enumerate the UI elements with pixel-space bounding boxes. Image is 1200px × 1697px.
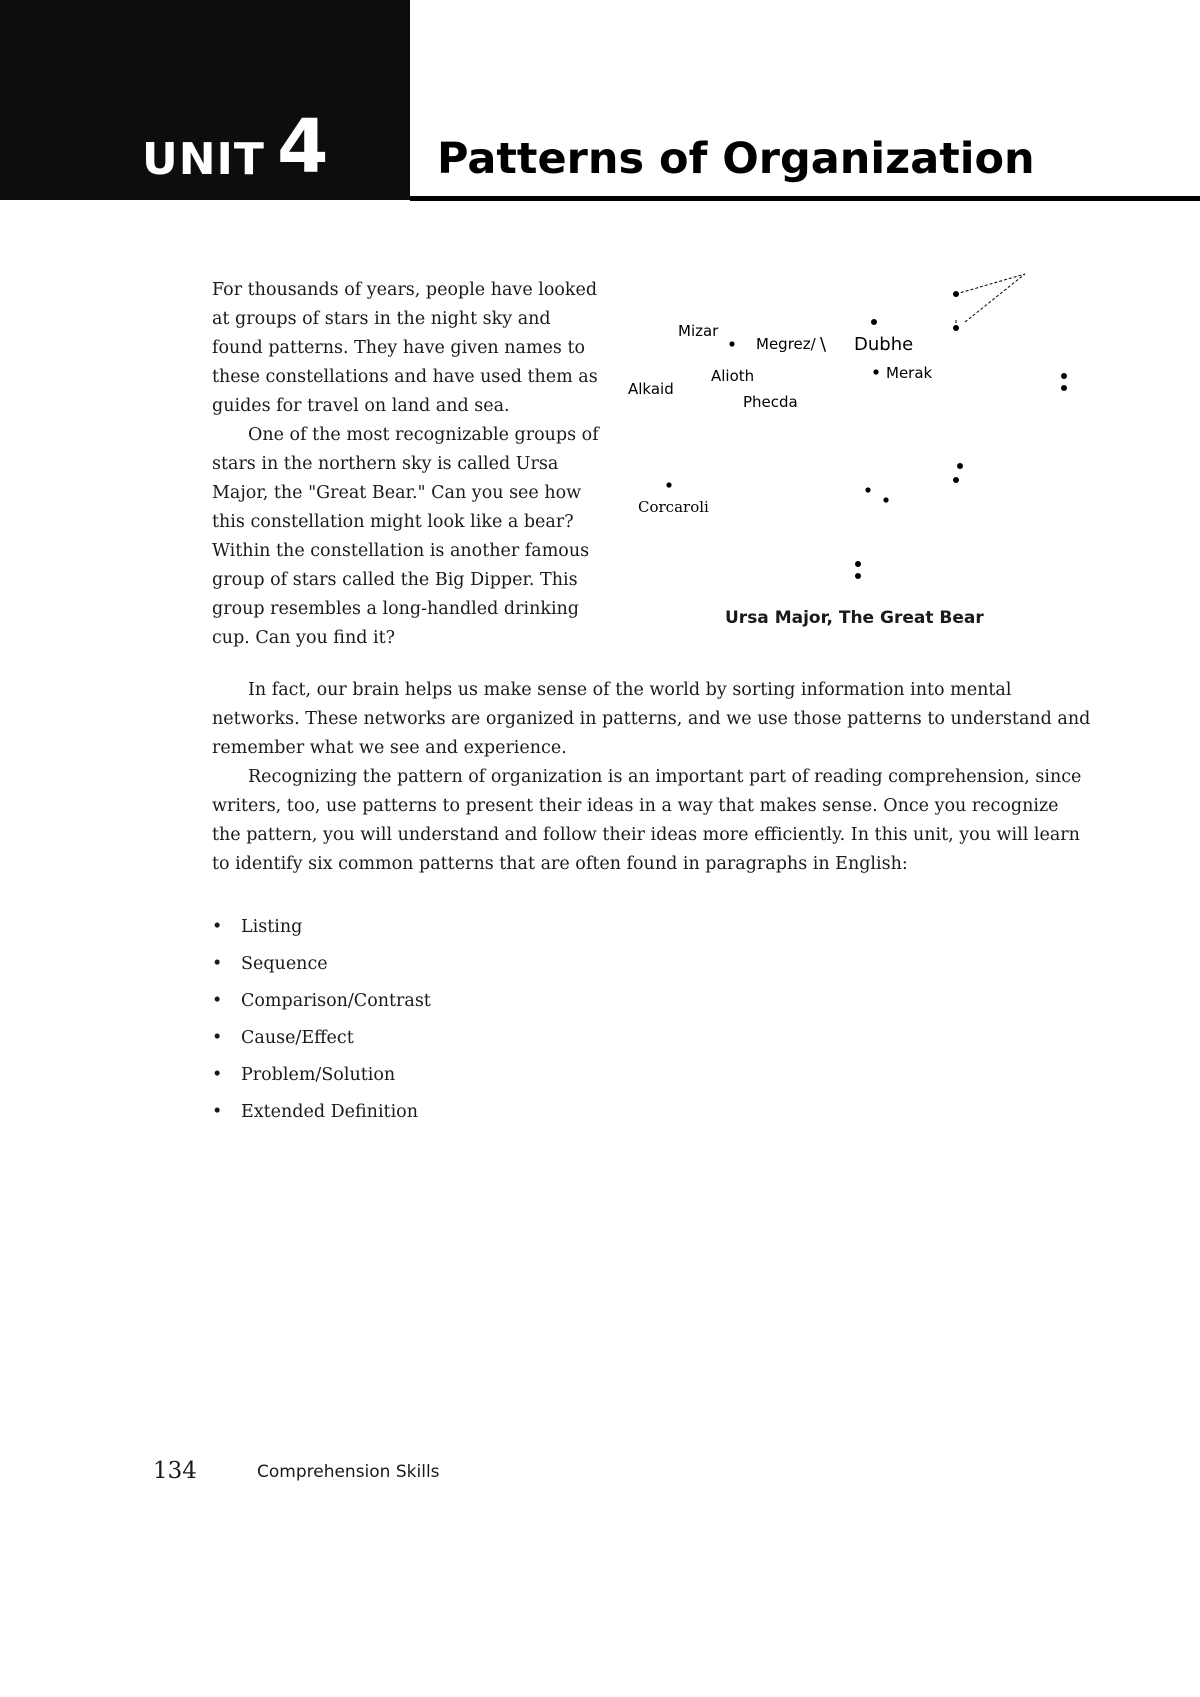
star-dot: [666, 482, 671, 487]
list-item: [212, 1025, 431, 1062]
star-label-cor-caroli: Corcaroli: [638, 498, 709, 516]
star-label-phecda: Phecda: [743, 393, 798, 411]
star-label-alkaid: Alkaid: [628, 380, 674, 398]
bullet-icon: •: [212, 1102, 223, 1122]
bullet-icon: •: [212, 1065, 223, 1085]
body-text: [212, 676, 1092, 879]
list-item-label: Cause/Effect: [241, 1028, 354, 1048]
star-dot: [953, 477, 959, 483]
star-dot: [957, 463, 963, 469]
pointer-line: [956, 274, 1025, 294]
star-label-megrez: Megrez/: [756, 335, 816, 353]
list-item-label: Comparison/Contrast: [241, 991, 431, 1011]
star-dot: [883, 497, 888, 502]
pointer-line: [965, 274, 1025, 322]
list-item-label: Sequence: [241, 954, 328, 974]
list-item-label: Extended Definition: [241, 1102, 418, 1122]
ursa-major-figure: [620, 262, 1090, 642]
unit-number: 4: [277, 104, 329, 190]
star-dot: [873, 369, 878, 374]
star-label-alioth: Alioth: [711, 367, 755, 385]
list-item-label: Listing: [241, 917, 303, 937]
footer-label: Comprehension Skills: [257, 1462, 440, 1482]
page-number: 134: [153, 1458, 197, 1484]
star-dot: [871, 319, 877, 325]
intro-paragraph-2: One of the most recognizable groups of stars in the northern sky is called Ursa Major, the "Great Bear." Can you see how this constellation might look like a bear? Within the constellation is another famous group of stars called the Big Dipper. This group resembles a long-handled drinking cup. Can you find it?: [212, 425, 599, 648]
body-paragraph-3: In fact, our brain helps us make sense of the world by sorting information into mental networks. These networks are organized in patterns, and we use those patterns to understand and remember what we see and experience.: [212, 680, 1091, 758]
list-item: [212, 1099, 431, 1136]
bullet-icon: •: [212, 991, 223, 1011]
star-dot: [855, 561, 861, 567]
bullet-icon: •: [212, 917, 223, 937]
star-dot: [1061, 373, 1067, 379]
star-dot: [855, 573, 861, 579]
list-item: [212, 951, 431, 988]
page-title: Patterns of Organization: [437, 134, 1035, 184]
pattern-list: [212, 914, 431, 1136]
bullet-icon: •: [212, 1028, 223, 1048]
list-item: [212, 988, 431, 1025]
body-paragraph-4: Recognizing the pattern of organization is an important part of reading comprehension, since writers, too, use patterns to present their ideas in a way that makes sense. Once you recognize the pattern, you will understand and follow their ideas more efficiently. In this unit, you will learn to identify six common patterns that are often found in paragraphs in English:: [212, 767, 1082, 874]
header-rule: [410, 196, 1200, 201]
star-label-mizar: Mizar: [678, 322, 719, 340]
figure-caption: Ursa Major, The Great Bear: [725, 608, 984, 628]
list-item: [212, 1062, 431, 1099]
star-dot: [1061, 385, 1067, 391]
intro-paragraph-1: For thousands of years, people have looked at groups of stars in the night sky and found patterns. They have given names to these constellations and have used them as guides for travel on land and sea.: [212, 280, 598, 416]
star-dot: [865, 487, 870, 492]
star-label-separator: \: [820, 334, 827, 355]
star-label-merak: Merak: [886, 364, 933, 382]
list-item-label: Problem/Solution: [241, 1065, 396, 1085]
unit-label: UNIT: [142, 134, 265, 185]
star-label-dubhe: Dubhe: [854, 334, 914, 355]
list-item: [212, 914, 431, 951]
intro-text: [212, 276, 602, 653]
unit-banner: [0, 0, 410, 200]
star-dot: [729, 341, 734, 346]
bullet-icon: •: [212, 954, 223, 974]
